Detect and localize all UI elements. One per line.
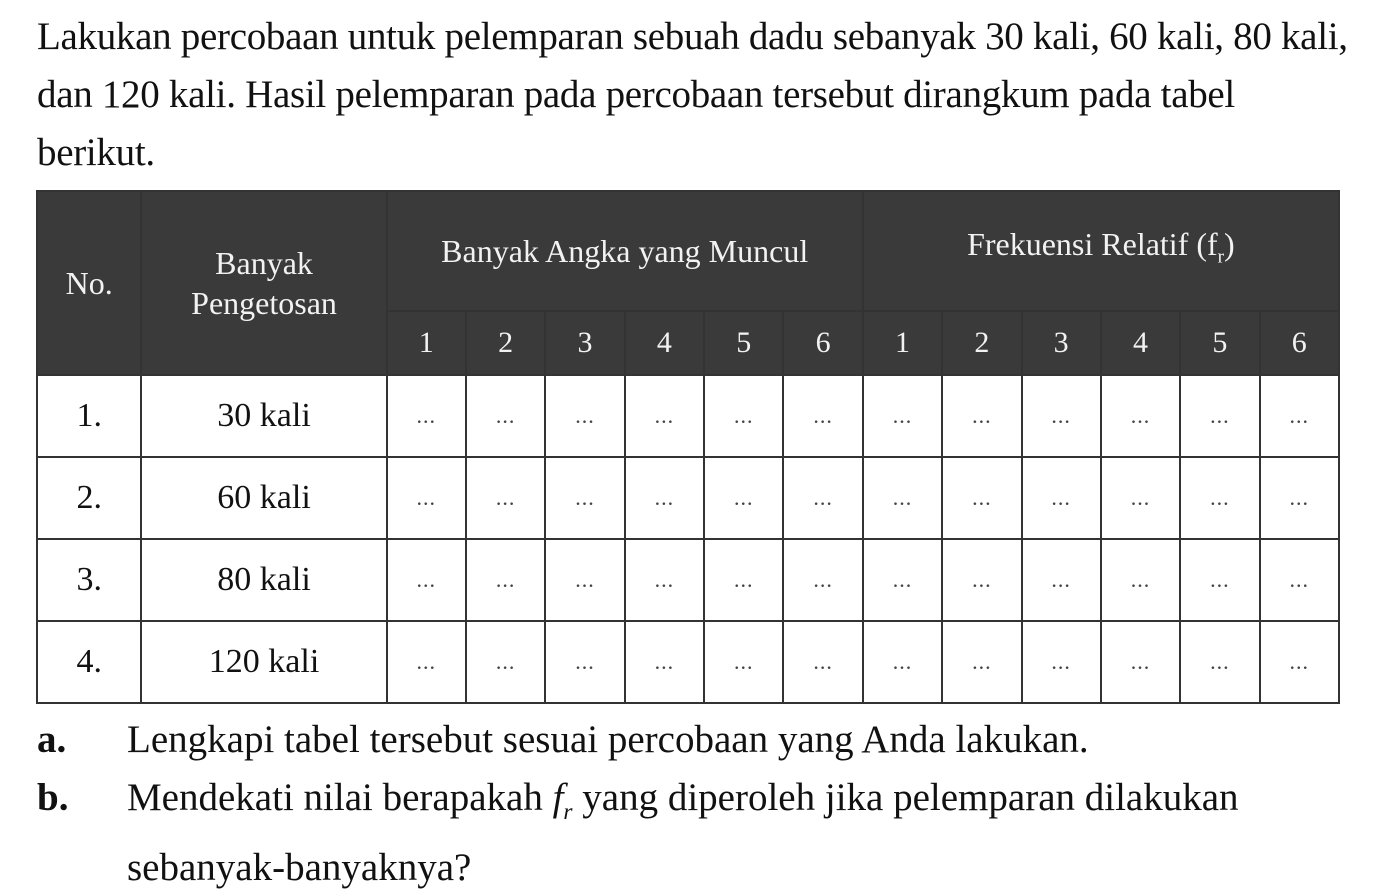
count-cell-4[interactable]: ... (625, 539, 704, 621)
row-tosses: 30 kali (141, 375, 386, 457)
count-cell-5[interactable]: ... (704, 621, 783, 703)
experiment-table (36, 190, 1340, 704)
header-frekuensi-relatif-sub: r (1217, 246, 1225, 268)
count-cell-2[interactable]: ... (466, 539, 545, 621)
freq-cell-6[interactable]: ... (1260, 375, 1339, 457)
question-a-label: a. (37, 718, 67, 761)
freq-cell-2[interactable]: ... (942, 375, 1021, 457)
table-row (37, 621, 1339, 703)
count-cell-1[interactable]: ... (387, 621, 466, 703)
count-cell-4[interactable]: ... (625, 457, 704, 539)
freq-cell-5[interactable]: ... (1180, 457, 1259, 539)
header-frekuensi-relatif (863, 191, 1339, 311)
freq-cell-4[interactable]: ... (1101, 375, 1180, 457)
header-freq-face-6: 6 (1260, 311, 1339, 375)
freq-cell-2[interactable]: ... (942, 621, 1021, 703)
header-no: No. (37, 191, 141, 375)
count-cell-5[interactable]: ... (704, 457, 783, 539)
freq-cell-2[interactable]: ... (942, 457, 1021, 539)
question-b-text (127, 770, 1327, 896)
header-count-face-1: 1 (387, 311, 466, 375)
question-a-text: Lengkapi tabel tersebut sesuai percobaan yang Anda lakukan. (127, 718, 1089, 761)
count-cell-5[interactable]: ... (704, 375, 783, 457)
row-tosses: 60 kali (141, 457, 386, 539)
header-freq-face-1: 1 (863, 311, 942, 375)
count-cell-3[interactable]: ... (545, 375, 624, 457)
freq-cell-5[interactable]: ... (1180, 375, 1259, 457)
question-a (37, 712, 1327, 768)
count-cell-4[interactable]: ... (625, 621, 704, 703)
row-tosses: 80 kali (141, 539, 386, 621)
header-frekuensi-relatif-label: Frekuensi Relatif (f (967, 226, 1218, 263)
count-cell-6[interactable]: ... (783, 375, 862, 457)
count-cell-6[interactable]: ... (783, 457, 862, 539)
header-banyak-angka: Banyak Angka yang Muncul (387, 191, 863, 311)
header-banyak-pengetosan: Banyak Pengetosan (141, 191, 386, 375)
count-cell-3[interactable]: ... (545, 621, 624, 703)
count-cell-1[interactable]: ... (387, 375, 466, 457)
freq-cell-3[interactable]: ... (1022, 375, 1101, 457)
freq-cell-1[interactable]: ... (863, 375, 942, 457)
freq-cell-6[interactable]: ... (1260, 539, 1339, 621)
header-freq-face-3: 3 (1022, 311, 1101, 375)
freq-cell-4[interactable]: ... (1101, 621, 1180, 703)
header-freq-face-5: 5 (1180, 311, 1259, 375)
freq-cell-1[interactable]: ... (863, 621, 942, 703)
question-b (37, 770, 1327, 896)
freq-cell-3[interactable]: ... (1022, 539, 1101, 621)
table-body (37, 375, 1339, 703)
count-cell-1[interactable]: ... (387, 457, 466, 539)
row-number: 1. (37, 375, 141, 457)
header-count-face-5: 5 (704, 311, 783, 375)
freq-cell-5[interactable]: ... (1180, 621, 1259, 703)
freq-cell-1[interactable]: ... (863, 457, 942, 539)
row-number: 4. (37, 621, 141, 703)
count-cell-2[interactable]: ... (466, 375, 545, 457)
freq-cell-4[interactable]: ... (1101, 457, 1180, 539)
count-cell-1[interactable]: ... (387, 539, 466, 621)
row-number: 3. (37, 539, 141, 621)
question-b-symbol: f (552, 776, 564, 819)
question-b-text-before: Mendekati nilai berapakah (127, 776, 553, 819)
count-cell-6[interactable]: ... (783, 539, 862, 621)
header-count-face-2: 2 (466, 311, 545, 375)
freq-cell-3[interactable]: ... (1022, 621, 1101, 703)
header-count-face-4: 4 (625, 311, 704, 375)
intro-paragraph: Lakukan percobaan untuk pelemparan sebuah dadu sebanyak 30 kali, 60 kali, 80 kali, dan 120 kali. Hasil pelemparan pada percobaan tersebut dirangkum pada tabel berikut. (37, 15, 1348, 174)
count-cell-2[interactable]: ... (466, 457, 545, 539)
freq-cell-3[interactable]: ... (1022, 457, 1101, 539)
count-cell-6[interactable]: ... (783, 621, 862, 703)
question-b-symbol-sub: r (563, 798, 573, 825)
table-row (37, 457, 1339, 539)
count-cell-5[interactable]: ... (704, 539, 783, 621)
header-count-face-3: 3 (545, 311, 624, 375)
freq-cell-6[interactable]: ... (1260, 457, 1339, 539)
count-cell-4[interactable]: ... (625, 375, 704, 457)
header-freq-face-2: 2 (942, 311, 1021, 375)
row-tosses: 120 kali (141, 621, 386, 703)
header-frekuensi-relatif-close: ) (1224, 226, 1235, 263)
table-row (37, 375, 1339, 457)
header-count-face-6: 6 (783, 311, 862, 375)
count-cell-2[interactable]: ... (466, 621, 545, 703)
count-cell-3[interactable]: ... (545, 457, 624, 539)
row-number: 2. (37, 457, 141, 539)
freq-cell-2[interactable]: ... (942, 539, 1021, 621)
count-cell-3[interactable]: ... (545, 539, 624, 621)
freq-cell-4[interactable]: ... (1101, 539, 1180, 621)
freq-cell-6[interactable]: ... (1260, 621, 1339, 703)
freq-cell-5[interactable]: ... (1180, 539, 1259, 621)
header-freq-face-4: 4 (1101, 311, 1180, 375)
question-b-label: b. (37, 776, 69, 819)
freq-cell-1[interactable]: ... (863, 539, 942, 621)
table-row (37, 539, 1339, 621)
question-b-text-after: yang diperoleh jika pelemparan dilakukan sebanyak-banyaknya? (127, 776, 1239, 889)
